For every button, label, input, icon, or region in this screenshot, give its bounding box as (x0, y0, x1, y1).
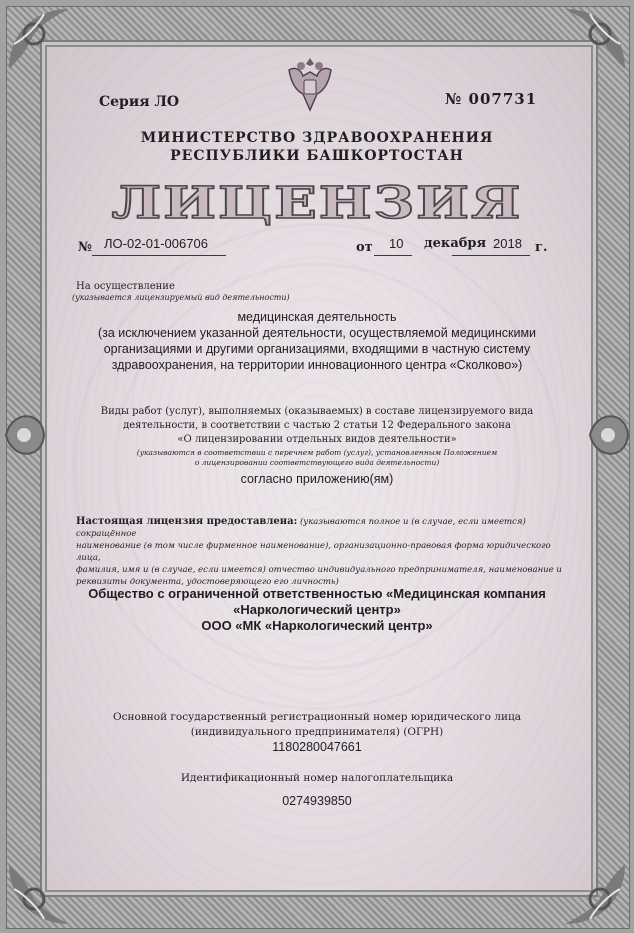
date-year: 2018 (493, 236, 522, 251)
date-day-underline (374, 255, 412, 256)
activity-line: организациями и другими организациями, входящими в частную систему (103, 342, 531, 356)
activity-hint: (указывается лицензируемый вид деятельности) (72, 293, 290, 302)
ministry-line-1: МИНИСТЕРСТВО ЗДРАВООХРАНЕНИЯ (140, 130, 494, 146)
ministry-line-2: РЕСПУБЛИКИ БАШКОРТОСТАН (170, 148, 464, 164)
right-ornament-icon (586, 405, 632, 465)
bottom-right-ornament-icon (560, 859, 630, 929)
org-line: «Наркологический центр» (233, 602, 401, 617)
granted-hint-line: (указываются полное и (в случае, если имеется) сокращённое (76, 517, 526, 539)
org-line: Общество с ограниченной ответственностью «Медицинская компания (88, 586, 546, 601)
granted-hint-line: реквизиты документа, удостоверяющего его личность) (76, 577, 339, 587)
top-left-ornament-icon (4, 4, 74, 74)
works-value: согласно приложению(ям) (240, 472, 394, 486)
blank-number: № 007731 (445, 90, 538, 108)
granted-hint-line: фамилия, имя и (в случае, если имеется) отчество индивидуального предпринимателя, наименование и (76, 565, 562, 575)
ogrn-label (40, 710, 594, 740)
works-line: «О лицензировании отдельных видов деятельности» (177, 434, 457, 445)
ogrn-label-line: (индивидуального предпринимателя) (ОГРН) (190, 726, 444, 738)
org-line: ООО «МК «Наркологический центр» (201, 618, 433, 633)
works-line: Виды работ (услуг), выполняемых (оказываемых) в составе лицензируемого вида (100, 406, 534, 417)
reg-number-value: ЛО-02-01-006706 (104, 236, 208, 251)
granted-label: Настоящая лицензия предоставлена: (76, 516, 298, 527)
works-hint (60, 448, 574, 468)
top-right-ornament-icon (560, 4, 630, 74)
license-title: ЛИЦЕНЗИЯ (111, 177, 523, 229)
activity-line: медицинская деятельность (237, 310, 397, 324)
reg-number-prefix: № (78, 240, 93, 255)
activity-label: На осуществление (76, 281, 175, 292)
works-hint-line: (указываются в соответствии с перечнем работ (услуг), установленным Положением (136, 448, 498, 457)
date-suffix: г. (535, 240, 548, 255)
date-day: 10 (389, 236, 404, 251)
works-line: деятельности, в соответствии с частью 2 статьи 12 Федерального закона (123, 420, 511, 431)
coat-of-arms-icon (281, 52, 339, 116)
inn-value: 0274939850 (282, 794, 352, 808)
bottom-left-ornament-icon (4, 859, 74, 929)
activity-line: здравоохранения, на территории инновационного центра «Сколково») (111, 358, 523, 372)
reg-number-underline (92, 255, 226, 256)
inn-label: Идентификационный номер налогоплательщика (180, 772, 454, 784)
granted-block (76, 516, 566, 588)
works-hint-line: о лицензировании соответствующего вида деятельности) (194, 458, 440, 467)
works-text (60, 405, 574, 447)
ogrn-value: 1180280047661 (272, 740, 362, 754)
ogrn-label-line: Основной государственный регистрационный номер юридического лица (113, 711, 521, 723)
granted-hint-line: наименование (в том числе фирменное наименование), организационно-правовая форма юридического лица, (76, 541, 551, 563)
activity-value (60, 309, 574, 373)
date-year-underline (452, 255, 530, 256)
left-ornament-icon (2, 405, 48, 465)
series-label: Серия ЛО (99, 94, 180, 110)
date-month: декабря (424, 236, 487, 251)
date-from-label: от (356, 240, 373, 255)
organization-name (40, 586, 594, 634)
activity-line: (за исключением указанной деятельности, осуществляемой медицинскими (97, 326, 537, 340)
